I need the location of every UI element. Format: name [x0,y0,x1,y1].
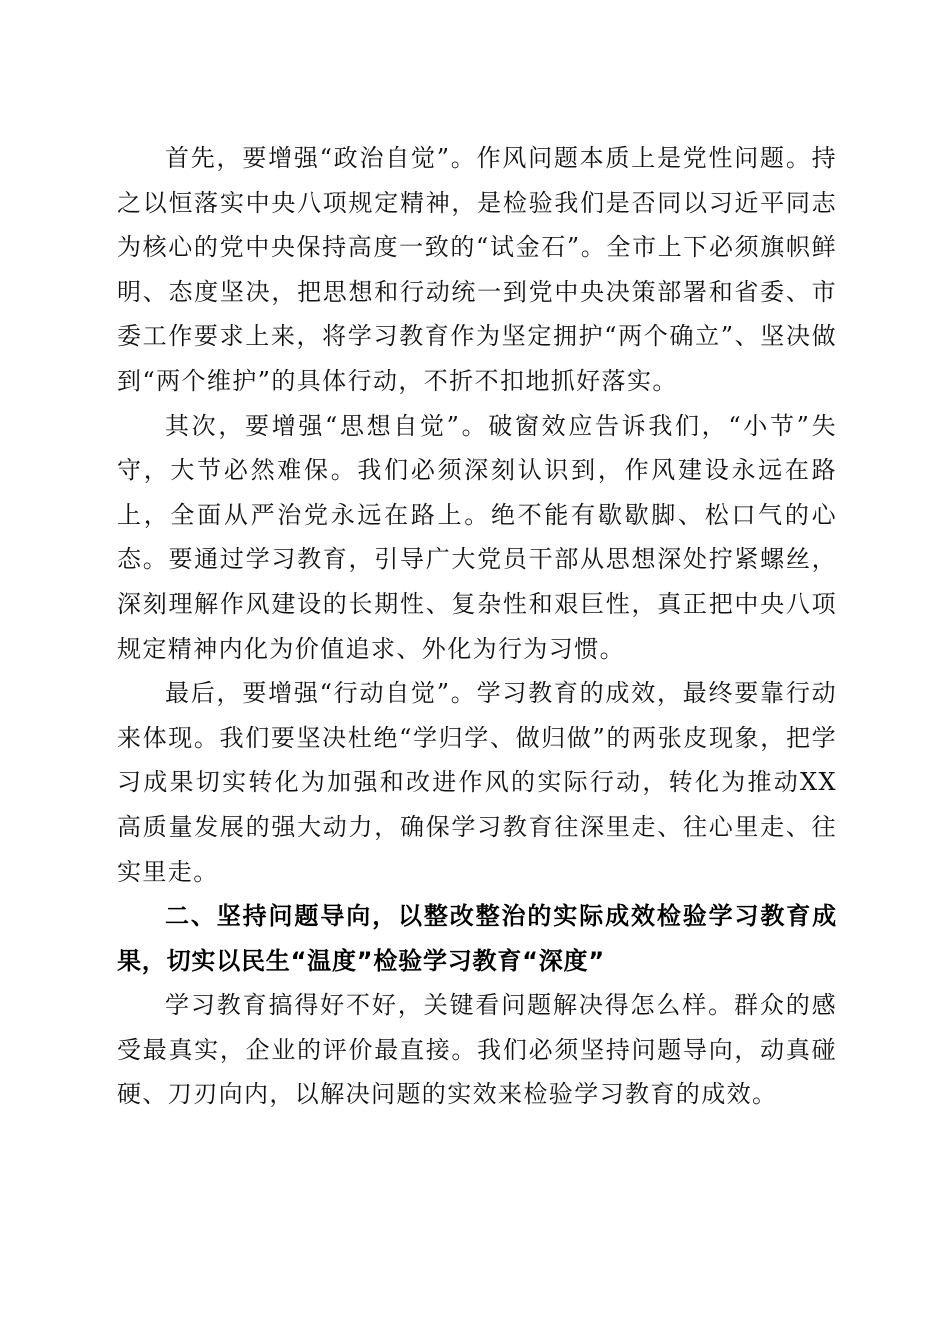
paragraph-problem-oriented: 学习教育搞得好不好，关键看问题解决得怎么样。群众的感受最真实，企业的评价最直接。我们必须坚持问题导向，动真碰硬、刀刃向内，以解决问题的实效来检验学习教育的成效。 [117,991,837,1109]
document-body [117,136,837,1117]
paragraph-ideological-awareness: 其次，要增强“思想自觉”。破窗效应告诉我们，“小节”失守，大节必然难保。我们必须深刻认识到，作风建设永远在路上，全面从严治党永远在路上。绝不能有歇歇脚、松口气的心态。要通过学习教育，引导广大党员干部从思想深处拧紧螺丝，深刻理解作风建设的长期性、复杂性和艰巨性，真正把中央八项规定精神内化为价值追求、外化为行为习惯。 [117,411,837,663]
paragraph-action-awareness: 最后，要增强“行动自觉”。学习教育的成效，最终要靠行动来体现。我们要坚决杜绝“学归学、做归做”的两张皮现象，把学习成果切实转化为加强和改进作风的实际行动，转化为推动XX高质量发展的强大动力，确保学习教育往深里走、往心里走、往实里走。 [117,679,837,886]
section-heading: 二、坚持问题导向，以整改整治的实际成效检验学习教育成果，切实以民生“温度”检验学习教育“深度” [117,902,837,975]
paragraph-political-awareness: 首先，要增强“政治自觉”。作风问题本质上是党性问题。持之以恒落实中央八项规定精神，是检验我们是否同以习近平同志为核心的党中央保持高度一致的“试金石”。全市上下必须旗帜鲜明、态度坚决，把思想和行动统一到党中央决策部署和省委、市委工作要求上来，将学习教育作为坚定拥护“两个确立”、坚决做到“两个维护”的具体行动，不折不扣地抓好落实。 [117,144,837,395]
